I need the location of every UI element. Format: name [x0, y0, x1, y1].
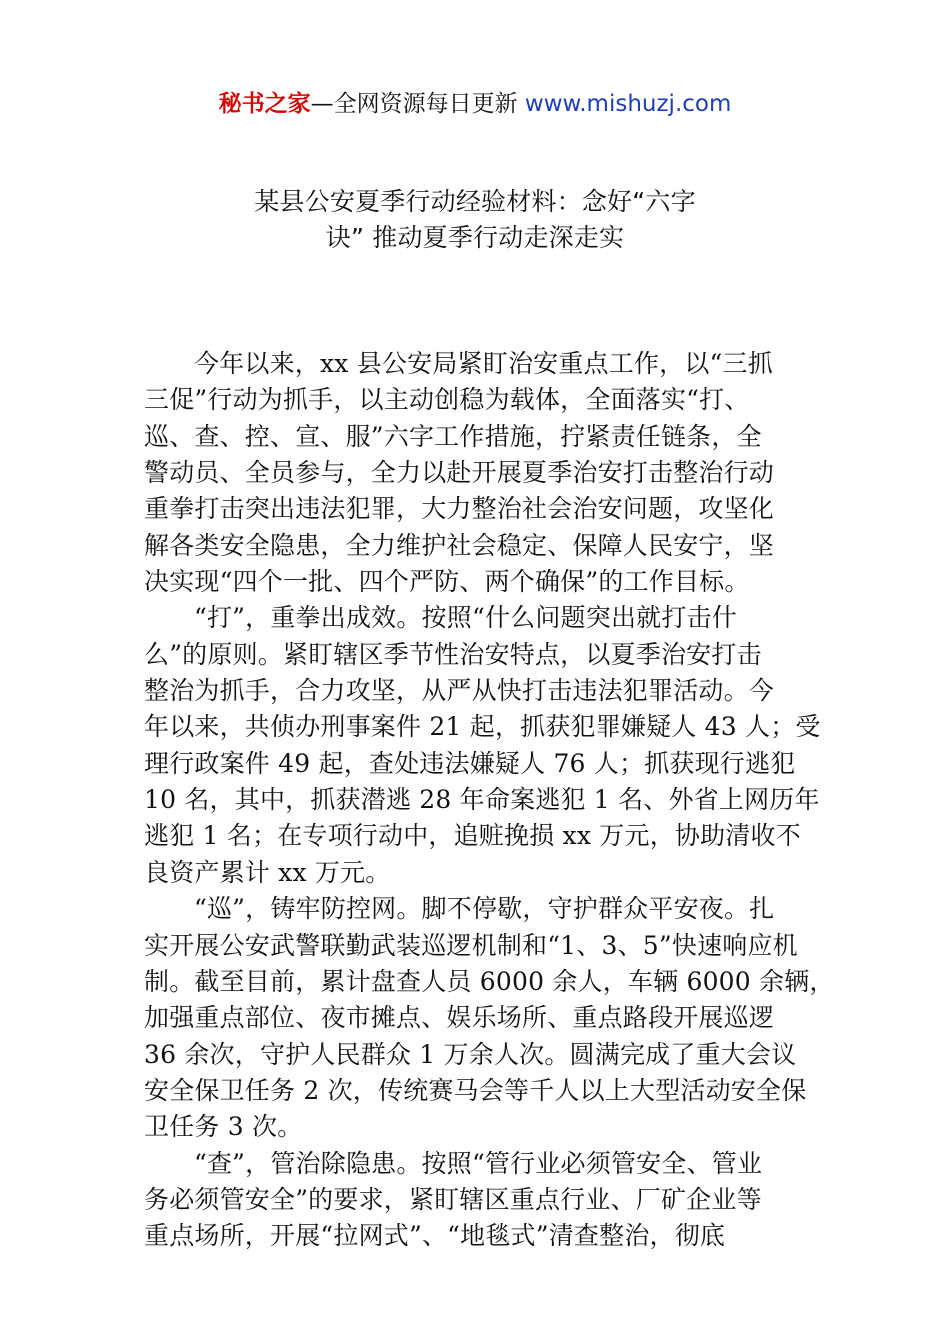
paragraph-4-line: 重点场所，开展“拉网式”、“地毯式”清查整治，彻底	[144, 1221, 726, 1251]
paragraph-2-line: 逃犯 1 名；在专项行动中，追赃挽损 xx 万元，协助清收不	[144, 821, 801, 851]
paragraph-1-line: 重拳打击突出违法犯罪，大力整治社会治安问题，攻坚化	[144, 494, 775, 524]
paragraph-1-line: 决实现“四个一批、四个严防、两个确保”的工作目标。	[144, 567, 750, 597]
title-line-1: 某县公安夏季行动经验材料：念好“六字	[254, 187, 696, 216]
paragraph-2-line: 良资产累计 xx 万元。	[144, 857, 391, 887]
paragraph-1-line: 警动员、全员参与，全力以赴开展夏季治安打击整治行动	[144, 458, 775, 488]
paragraph-2-line: 么”的原则。紧盯辖区季节性治安特点，以夏季治安打击	[144, 639, 762, 669]
paragraph-4-line: 务必须管安全”的要求，紧盯辖区重点行业、厂矿企业等	[144, 1184, 762, 1214]
paragraph-1-line: 今年以来，xx 县公安局紧盯治安重点工作，以“三抓	[194, 349, 773, 378]
title-line-2: 诀” 推动夏季行动走深走实	[325, 223, 625, 253]
paragraph-3-line: 实开展公安武警联勤武装巡逻机制和“1、3、5”快速响应机	[144, 930, 798, 960]
paragraph-3-line: 36 余次，守护人民群众 1 万余人次。圆满完成了重大会议	[144, 1039, 797, 1069]
site-header	[0, 88, 950, 120]
paragraph-1-line: 三促”行动为抓手，以主动创稳为载体，全面落实“打、	[144, 385, 750, 415]
paragraph-2-line: “打”，重拳出成效。按照“什么问题突出就打击什	[194, 603, 737, 633]
document-body	[144, 346, 835, 1255]
paragraph-3-line: 安全保卫任务 2 次，传统赛马会等千人以上大型活动安全保	[144, 1075, 807, 1105]
paragraph-2-line: 10 名，其中，抓获潜逃 28 年命案逃犯 1 名、外省上网历年	[144, 785, 820, 815]
paragraph-1-line: 解各类安全隐患，全力维护社会稳定、保障人民安宁，坚	[144, 530, 775, 560]
site-url-link[interactable]: www.mishuzj.com	[524, 91, 732, 117]
paragraph-3-line: 加强重点部位、夜市摊点、娱乐场所、重点路段开展巡逻	[144, 1003, 775, 1033]
paragraph-3-line: 卫任务 3 次。	[144, 1112, 303, 1142]
paragraph-4-line: “查”，管治除隐患。按照“管行业必须管安全、管业	[194, 1148, 763, 1178]
paragraph-3-line: “巡”，铸牢防控网。脚不停歇，守护群众平安夜。扎	[194, 894, 775, 924]
site-brand: 秘书之家	[218, 91, 311, 117]
site-slogan: —全网资源每日更新	[310, 91, 525, 117]
paragraph-3-line: 制。截至目前，累计盘查人员 6000 余人，车辆 6000 余辆，	[144, 966, 835, 996]
document-title	[140, 184, 810, 257]
paragraph-1-line: 巡、查、控、宣、服”六字工作措施，拧紧责任链条，全	[144, 421, 762, 451]
paragraph-2-line: 理行政案件 49 起，查处违法嫌疑人 76 人；抓获现行逃犯	[144, 748, 796, 778]
paragraph-2-line: 年以来，共侦办刑事案件 21 起，抓获犯罪嫌疑人 43 人；受	[144, 712, 821, 742]
paragraph-2-line: 整治为抓手，合力攻坚，从严从快打击违法犯罪活动。今	[144, 676, 775, 706]
